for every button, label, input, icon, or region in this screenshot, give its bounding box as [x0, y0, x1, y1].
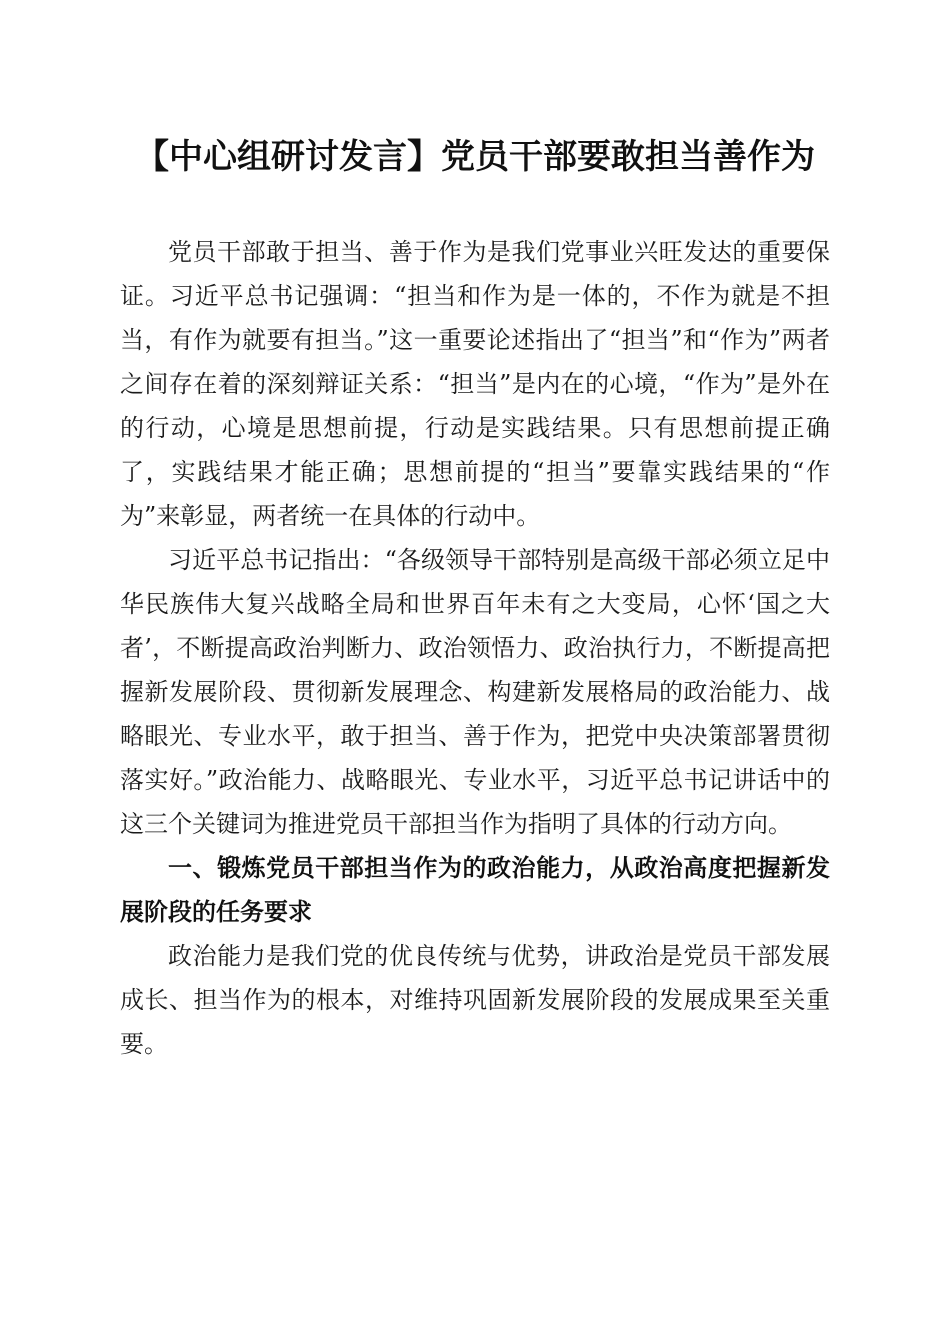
paragraph-intro: 党员干部敢于担当、善于作为是我们党事业兴旺发达的重要保证。习近平总书记强调：“担当和作为是一体的，不作为就是不担当，有作为就要有担当。”这一重要论述指出了“担当”和“作为”两者之间存在着的深刻辩证关系：“担当”是内在的心境，“作为”是外在的行动，心境是思想前提，行动是实践结果。只有思想前提正确了，实践结果才能正确；思想前提的“担当”要靠实践结果的“作为”来彰显，两者统一在具体的行动中。	[120, 238, 830, 530]
section-heading: 一、锻炼党员干部担当作为的政治能力，从政治高度把握新发展阶段的任务要求	[120, 854, 830, 926]
document-body	[120, 230, 830, 1066]
paragraph-quote: 习近平总书记指出：“各级领导干部特别是高级干部必须立足中华民族伟大复兴战略全局和世界百年未有之大变局，心怀‘国之大者’，不断提高政治判断力、政治领悟力、政治执行力，不断提高把握新发展阶段、贯彻新发展理念、构建新发展格局的政治能力、战略眼光、专业水平，敢于担当、善于作为，把党中央决策部署贯彻落实好。”政治能力、战略眼光、专业水平，习近平总书记讲话中的这三个关键词为推进党员干部担当作为指明了具体的行动方向。	[120, 546, 830, 838]
paragraph-section-one: 政治能力是我们党的优良传统与优势，讲政治是党员干部发展成长、担当作为的根本，对维持巩固新发展阶段的发展成果至关重要。	[120, 942, 830, 1058]
document-title: 【中心组研讨发言】党员干部要敢担当善作为	[135, 137, 815, 177]
